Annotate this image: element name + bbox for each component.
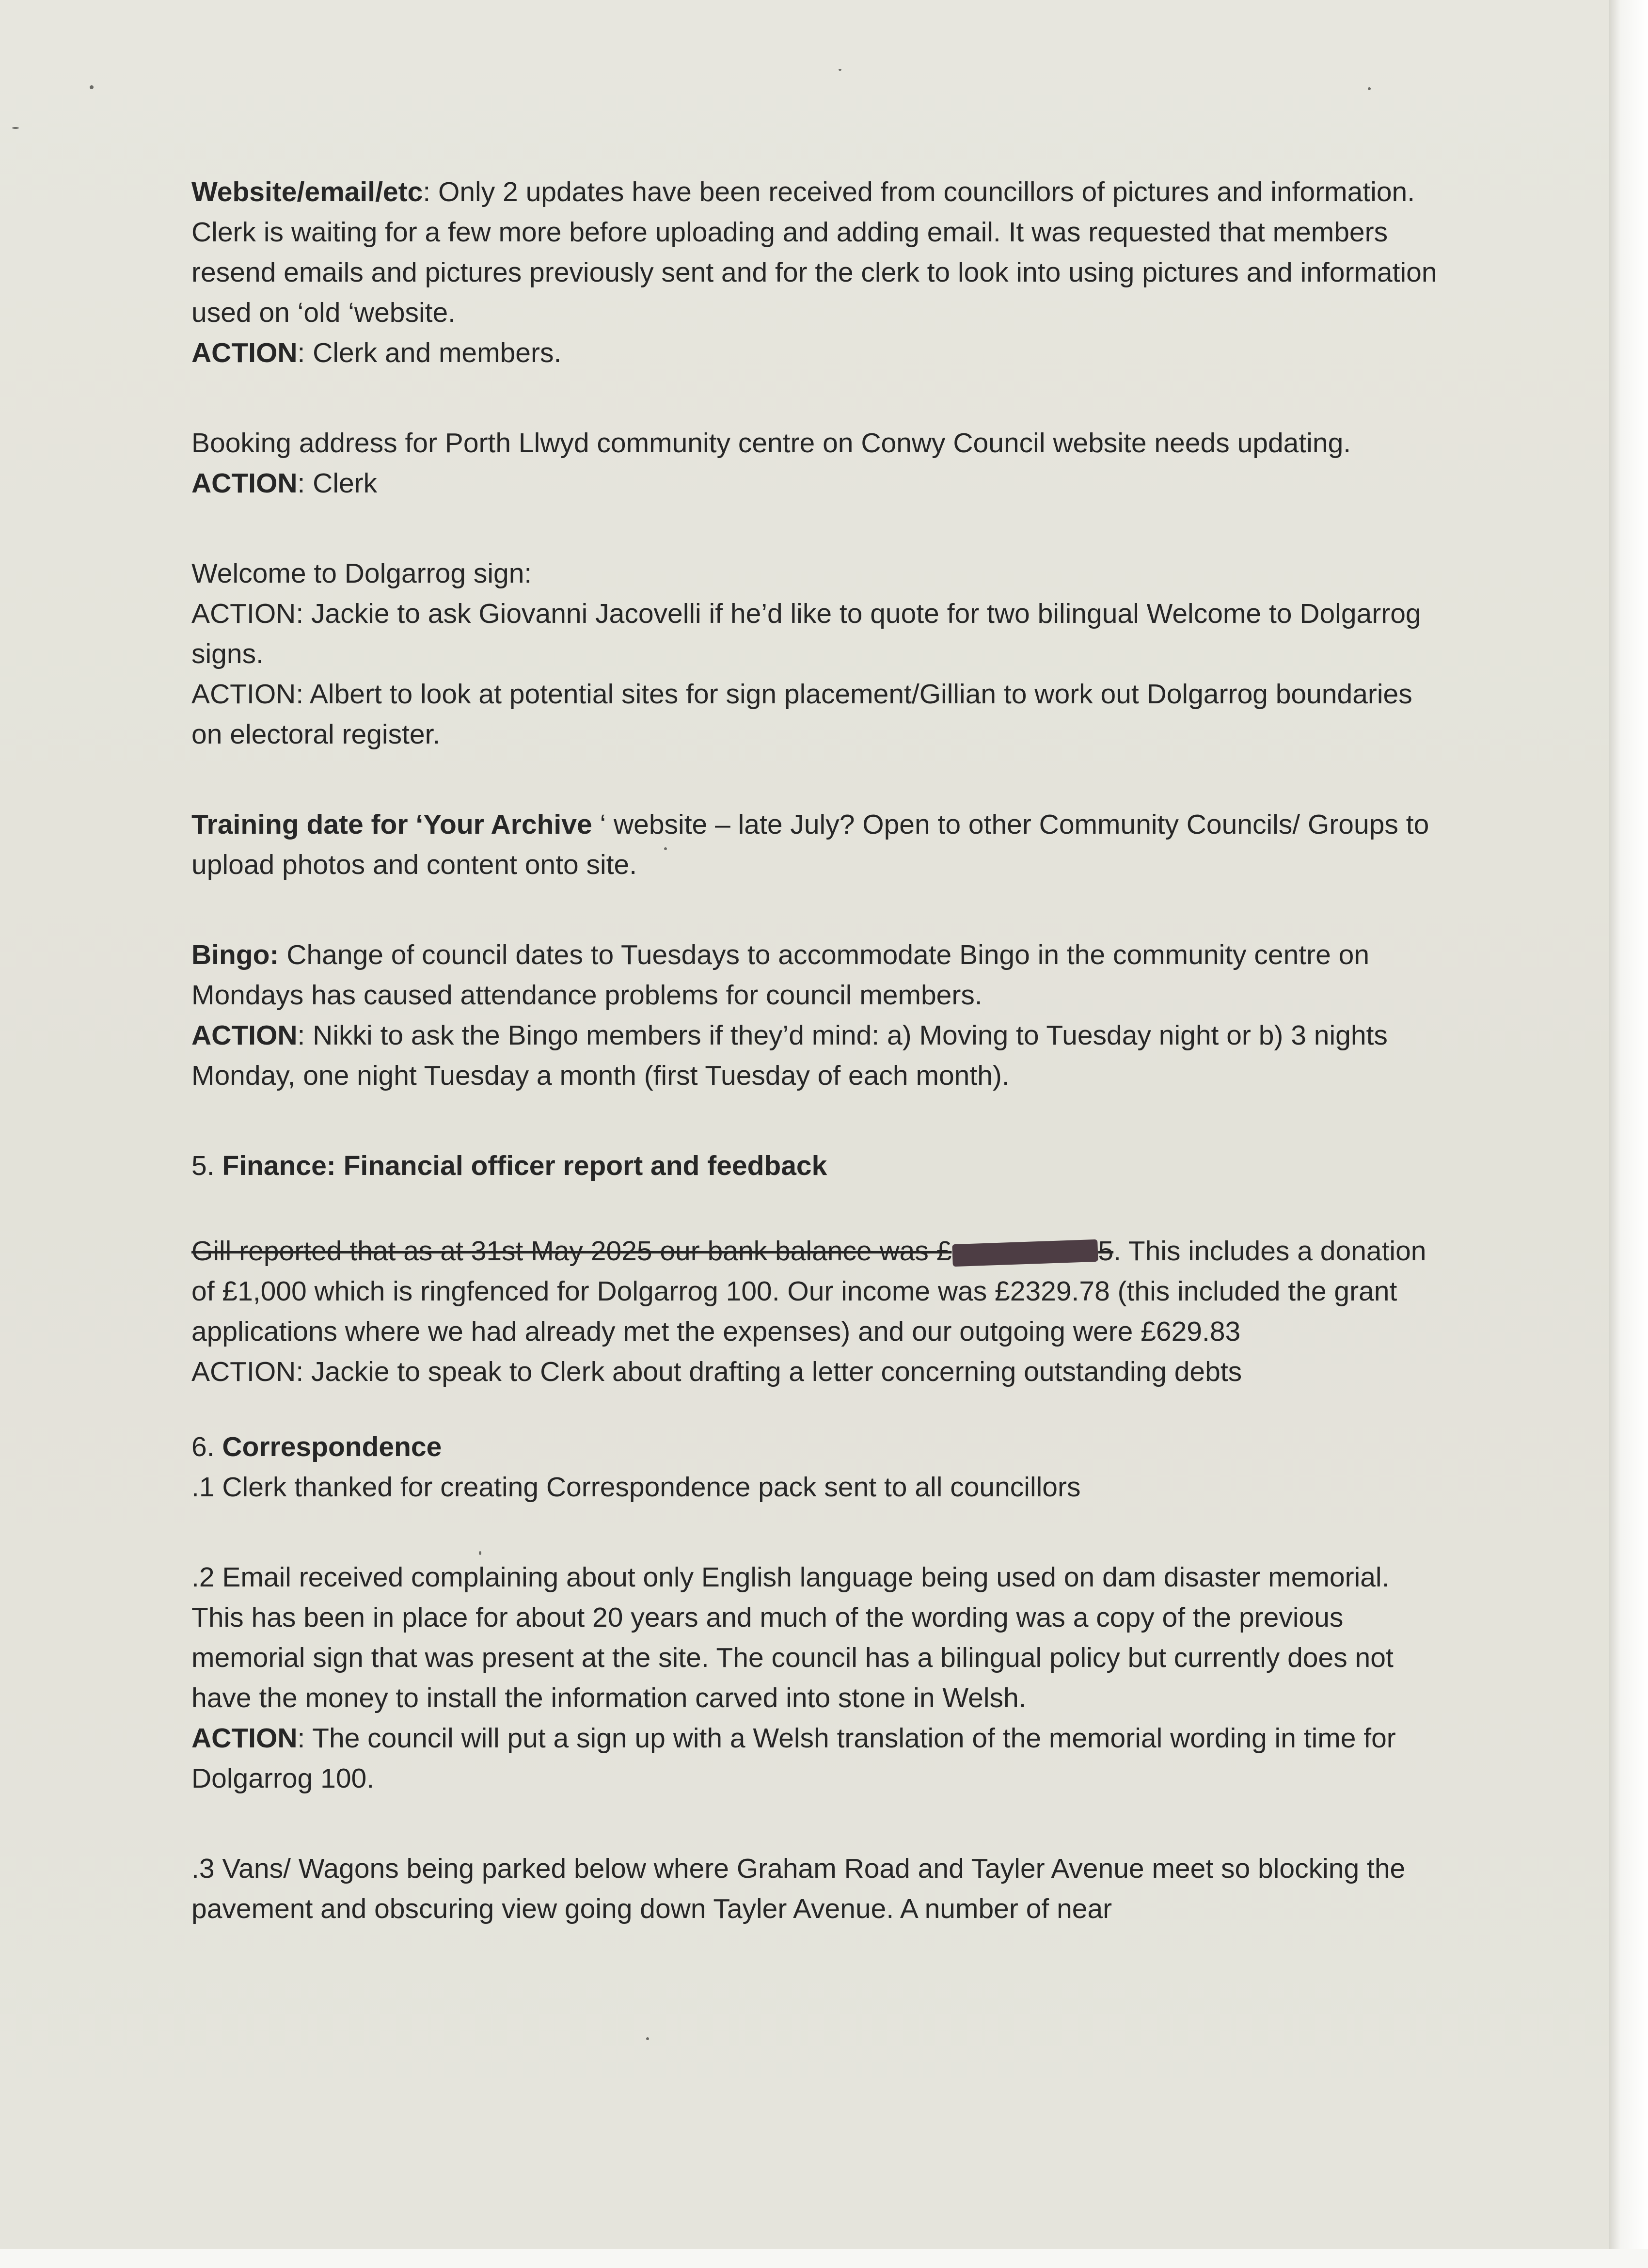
action-label: ACTION <box>191 1723 298 1754</box>
bingo-action <box>191 1015 1442 1096</box>
welcome-sign-heading <box>191 554 1442 594</box>
scan-speck <box>646 2037 649 2040</box>
item-text: .2 Email received complaining about only English language being used on dam disaster memorial. This has been in place for about 20 years and much of the wording was a copy of the previous memorial sign that was present at the site. The council has a bilingual policy but currently does not have the money to install the information carved into stone in Welsh. <box>191 1562 1394 1713</box>
correspondence-item-3 <box>191 1849 1442 1929</box>
welcome-sign-title: Welcome to Dolgarrog sign: <box>191 558 532 589</box>
scan-speck <box>12 127 19 129</box>
correspondence-item-2-action <box>191 1718 1442 1799</box>
struck-balance-text: Gill reported that as at 31st May 2025 our bank balance was £ <box>191 1236 952 1267</box>
training-section <box>191 805 1442 885</box>
action-label: ACTION <box>191 468 298 499</box>
correspondence-item-1 <box>191 1467 1442 1507</box>
correspondence-heading: Correspondence <box>222 1431 442 1462</box>
welcome-sign-action-2 <box>191 674 1442 755</box>
website-heading: Website/email/etc <box>191 176 423 207</box>
action-text: : Nikki to ask the Bingo members if they’d mind: a) Moving to Tuesday night or b) 3 nights Monday, one night Tuesday a month (first Tuesday of each month). <box>191 1020 1388 1091</box>
correspondence-item-2 <box>191 1557 1442 1718</box>
action-text: : Clerk and members. <box>297 337 562 368</box>
scan-speck <box>839 69 841 71</box>
action-text: : Clerk <box>297 468 378 499</box>
item-text: .3 Vans/ Wagons being parked below where Graham Road and Tayler Avenue meet so blocking the pavement and obscuring view going down Tayler Avenue. A number of near <box>191 1853 1406 1924</box>
action-text: ACTION: Jackie to ask Giovanni Jacovelli if he’d like to quote for two bilingual Welcome to Dolgarrog signs. <box>191 598 1421 669</box>
scan-right-edge <box>1609 0 1648 2268</box>
finance-heading: Finance: Financial officer report and feedback <box>222 1150 827 1181</box>
bingo-section <box>191 935 1442 1015</box>
struck-balance-tail: 5 <box>1098 1236 1114 1267</box>
action-text: : The council will put a sign up with a Welsh translation of the memorial wording in time for Dolgarrog 100. <box>191 1723 1396 1794</box>
minutes-content <box>191 172 1442 1929</box>
correspondence-heading-line <box>191 1427 1442 1467</box>
scan-bottom-edge <box>0 2249 1648 2268</box>
welcome-sign-action-1 <box>191 594 1442 674</box>
finance-report <box>191 1231 1442 1352</box>
section-number: 5. <box>191 1150 222 1181</box>
redaction-mark <box>952 1239 1098 1267</box>
website-action <box>191 333 1442 373</box>
website-text: : Only 2 updates have been received from councillors of pictures and information. Clerk is waiting for a few more before uploading and adding email. It was requested that members resend emails and pictures previously sent and for the clerk to look into using pictures and information used on ‘old ‘website. <box>191 176 1437 328</box>
action-text: ACTION: Jackie to speak to Clerk about drafting a letter concerning outstanding debts <box>191 1356 1242 1387</box>
training-heading: Training date for ‘Your Archive <box>191 809 592 840</box>
scan-speck <box>90 85 94 89</box>
booking-action <box>191 463 1442 504</box>
finance-action <box>191 1352 1442 1392</box>
booking-text: Booking address for Porth Llwyd community centre on Conwy Council website needs updating. <box>191 428 1351 459</box>
action-label: ACTION <box>191 337 298 368</box>
action-text: ACTION: Albert to look at potential sites for sign placement/Gillian to work out Dolgarrog boundaries on electoral register. <box>191 679 1412 750</box>
booking-section <box>191 423 1442 463</box>
scan-speck <box>1368 87 1371 90</box>
section-number: 6. <box>191 1431 222 1462</box>
bingo-heading: Bingo: <box>191 939 279 970</box>
bingo-text: Change of council dates to Tuesdays to accommodate Bingo in the community centre on Mondays has caused attendance problems for council members. <box>191 939 1370 1011</box>
finance-text: . This includes a donation of £1,000 which is ringfenced for Dolgarrog 100. Our income was £2329.78 (this included the grant applications where we had already met the expenses) and our outgoing were £629.83 <box>191 1236 1426 1347</box>
item-text: .1 Clerk thanked for creating Correspondence pack sent to all councillors <box>191 1472 1081 1503</box>
website-section <box>191 172 1442 333</box>
training-text: ‘ website – late July? Open to other Community Councils/ Groups to upload photos and content onto site. <box>191 809 1429 880</box>
finance-heading-line <box>191 1146 1442 1186</box>
action-label: ACTION <box>191 1020 298 1051</box>
